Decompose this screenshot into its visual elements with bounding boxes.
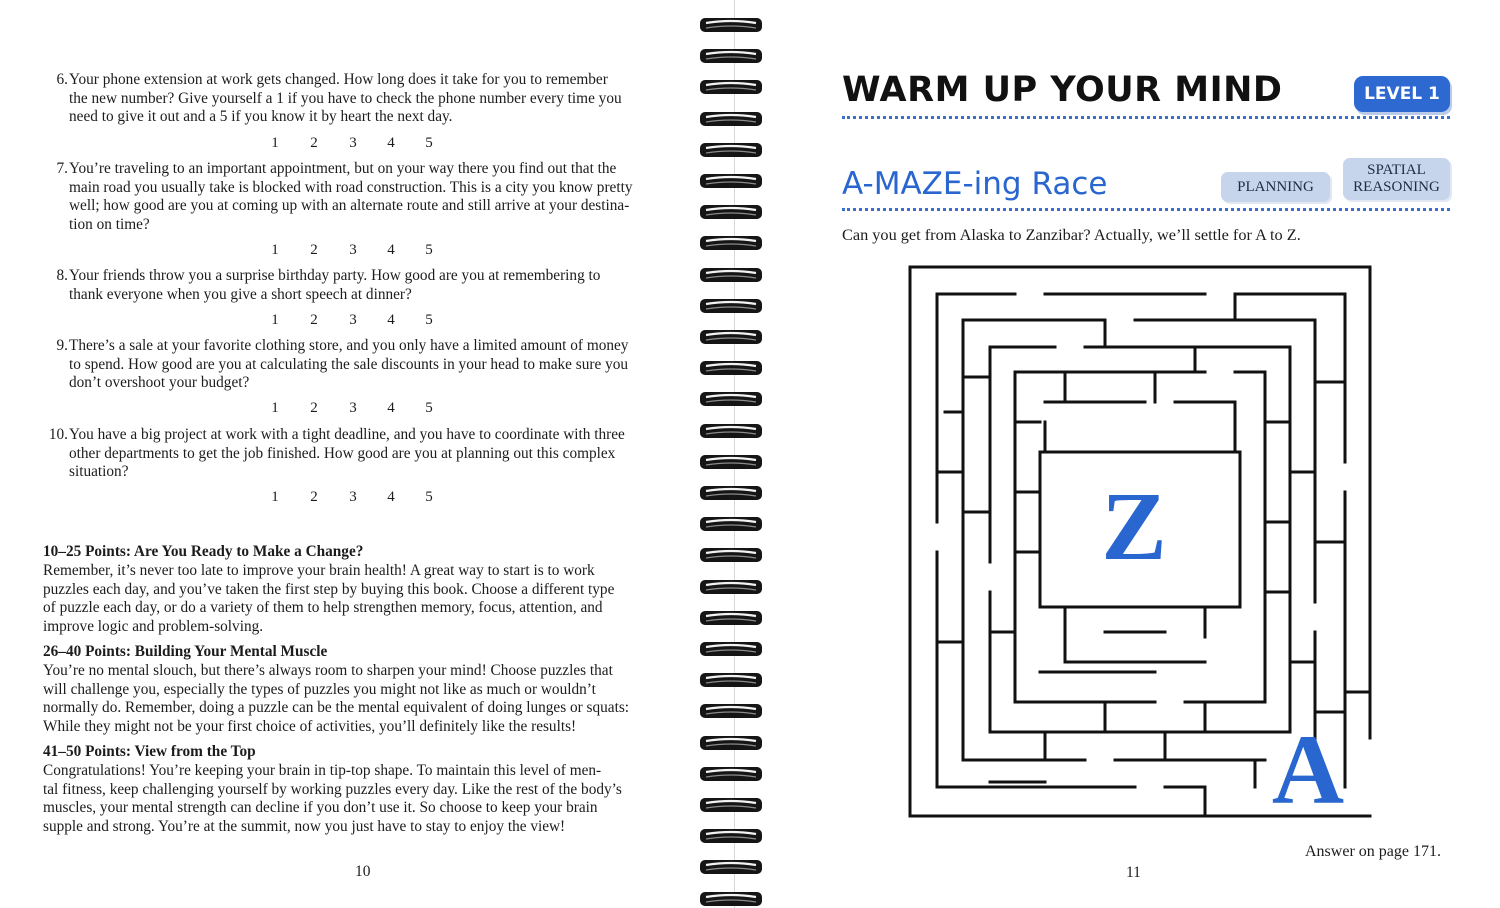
spiral-coil (700, 548, 762, 562)
maze-goal-letter: Z (1101, 473, 1167, 581)
question-number: 7. (56, 160, 68, 177)
score-text-line: improve logic and problem-solving. (43, 618, 264, 636)
rating-option: 4 (387, 312, 395, 328)
score-text-line: Remember, it’s never too late to improve your brain health! A great way to start is to work (43, 562, 595, 579)
question-6 (46, 71, 661, 127)
score-heading-mid: 26–40 Points: Building Your Mental Muscle (43, 643, 328, 660)
question-text-line: to spend. How good are you at calculating the sale discounts in your head to make sure you (69, 355, 629, 373)
rating-option: 1 (271, 312, 279, 328)
score-text-line: tal fitness, keep challenging yourself by working puzzles every day. Like the rest of the body’s (43, 780, 622, 798)
score-text-line: normally do. Remember, doing a puzzle can be the mental equivalent of doing lunges or squats: (43, 699, 630, 717)
page-number-right: 11 (1126, 864, 1141, 881)
score-text-line: muscles, your mental strength can decline if you don’t use it. So choose to keep your brain (43, 799, 598, 817)
rating-option: 3 (349, 489, 357, 505)
spiral-coil (700, 361, 762, 375)
section-heading: WARM UP YOUR MIND (842, 70, 1283, 110)
score-text-line: will challenge you, especially the types of puzzles you might not like as much or wouldn’t (43, 680, 596, 698)
score-text-line: supple and strong. You’re at the summit, now you just have to stay to enjoy the view! (43, 818, 566, 836)
question-7 (46, 160, 661, 235)
spiral-coil (700, 673, 762, 687)
question-10 (46, 426, 661, 482)
spiral-coil (700, 580, 762, 594)
spiral-coil (700, 767, 762, 781)
spiral-coil (700, 455, 762, 469)
question-8 (46, 267, 661, 304)
score-text-line: Congratulations! You’re keeping your brain in tip-top shape. To maintain this level of men- (43, 762, 602, 779)
spiral-coil (700, 517, 762, 531)
spiral-coil (700, 205, 762, 219)
rating-option: 1 (271, 489, 279, 505)
rating-option: 3 (349, 242, 357, 258)
rating-option: 1 (271, 135, 279, 151)
spiral-coil (700, 236, 762, 250)
tag-planning: PLANNING (1221, 172, 1330, 202)
score-heading-low: 10–25 Points: Are You Ready to Make a Change? (43, 543, 364, 560)
spiral-coil (700, 611, 762, 625)
score-text-line: of puzzle each day, or do a variety of them to help strengthen memory, focus, attention, and (43, 599, 603, 617)
rating-scale-6 (262, 135, 442, 153)
question-text-line: well; how good are you at coming up with an alternate route and still arrive at your destina- (69, 197, 630, 215)
question-text-line: You have a big project at work with a tight deadline, and you have to coordinate with three (69, 426, 625, 443)
question-text-line: other departments to get the job finished. How good are you at planning out this complex (69, 444, 616, 462)
spiral-coil (700, 736, 762, 750)
question-text-line: Your phone extension at work gets changed. How long does it take for you to remember (69, 71, 608, 88)
rating-option: 2 (310, 242, 318, 258)
rating-option: 1 (271, 400, 279, 416)
score-heading-high: 41–50 Points: View from the Top (43, 743, 256, 760)
rating-option: 5 (425, 135, 433, 151)
question-text-line: You’re traveling to an important appointment, but on your way there you find out that the (69, 160, 617, 177)
question-text-line: thank everyone when you give a short speech at dinner? (69, 285, 412, 303)
level-badge: LEVEL 1 (1354, 76, 1450, 112)
spiral-coil (700, 49, 762, 63)
rating-option: 5 (425, 242, 433, 258)
rating-scale-10 (262, 489, 442, 507)
rating-option: 5 (425, 312, 433, 328)
rating-option: 5 (425, 400, 433, 416)
spiral-coil (700, 18, 762, 32)
question-text-line: situation? (69, 463, 129, 481)
maze-start-letter: A (1271, 714, 1345, 824)
rating-scale-9 (262, 400, 442, 418)
score-text-line: While they might not be your first choice of activities, you’ll definitely like the results! (43, 718, 577, 736)
score-body-mid (43, 662, 668, 737)
question-number: 8. (56, 267, 68, 284)
spiral-coil (700, 174, 762, 188)
spiral-coil (700, 299, 762, 313)
rating-option: 4 (387, 489, 395, 505)
rating-option: 4 (387, 400, 395, 416)
rating-option: 3 (349, 400, 357, 416)
spiral-coil (700, 704, 762, 718)
rating-option: 3 (349, 135, 357, 151)
puzzle-instructions: Can you get from Alaska to Zanzibar? Actually, we’ll settle for A to Z. (842, 225, 1301, 244)
spiral-coil (700, 829, 762, 843)
rating-option: 4 (387, 242, 395, 258)
spiral-coil (700, 80, 762, 94)
rating-option: 2 (310, 489, 318, 505)
rating-option: 2 (310, 312, 318, 328)
maze-puzzle (905, 262, 1380, 824)
question-text-line: There’s a sale at your favorite clothing store, and you only have a limited amount of money (69, 337, 629, 354)
spiral-binding (690, 0, 770, 908)
question-text-line: main road you usually take is blocked with road construction. This is a city you know pretty (69, 178, 633, 196)
spiral-coil (700, 486, 762, 500)
question-number: 9. (56, 337, 68, 354)
question-9 (46, 337, 661, 393)
rating-option: 3 (349, 312, 357, 328)
spiral-coil (700, 330, 762, 344)
question-text-line: the new number? Give yourself a 1 if you have to check the phone number every time you (69, 89, 622, 107)
rating-option: 5 (425, 489, 433, 505)
score-text-line: You’re no mental slouch, but there’s always room to sharpen your mind! Choose puzzles that (43, 662, 613, 679)
question-text-line: don’t overshoot your budget? (69, 374, 250, 392)
spiral-coil (700, 143, 762, 157)
question-text-line: need to give it out and a 5 if you know it by heart the next day. (69, 108, 453, 126)
spiral-coil (700, 892, 762, 906)
dotted-divider (842, 208, 1450, 211)
question-text-line: tion on time? (69, 216, 150, 234)
spiral-coil (700, 392, 762, 406)
rating-option: 2 (310, 400, 318, 416)
spiral-coil (700, 112, 762, 126)
question-number: 6. (56, 71, 68, 88)
question-text-line: Your friends throw you a surprise birthday party. How good are you at remembering to (69, 267, 601, 284)
tag-spatial-reasoning: SPATIAL REASONING (1343, 158, 1450, 200)
rating-option: 1 (271, 242, 279, 258)
rating-option: 4 (387, 135, 395, 151)
spiral-coil (700, 424, 762, 438)
puzzle-title: A-MAZE-ing Race (842, 166, 1108, 202)
spiral-coil (700, 268, 762, 282)
rating-option: 2 (310, 135, 318, 151)
score-body-low (43, 562, 668, 637)
spiral-coil (700, 798, 762, 812)
score-body-high (43, 762, 668, 837)
rating-scale-8 (262, 312, 442, 330)
page-number-left: 10 (355, 863, 371, 880)
score-text-line: puzzles each day, and you’ve taken the first step by buying this book. Choose a different type (43, 580, 615, 598)
spiral-coil (700, 860, 762, 874)
answer-note: Answer on page 171. (1305, 843, 1441, 860)
rating-scale-7 (262, 242, 442, 260)
spiral-coil (700, 642, 762, 656)
dotted-divider (842, 116, 1450, 119)
question-number: 10. (48, 426, 68, 443)
